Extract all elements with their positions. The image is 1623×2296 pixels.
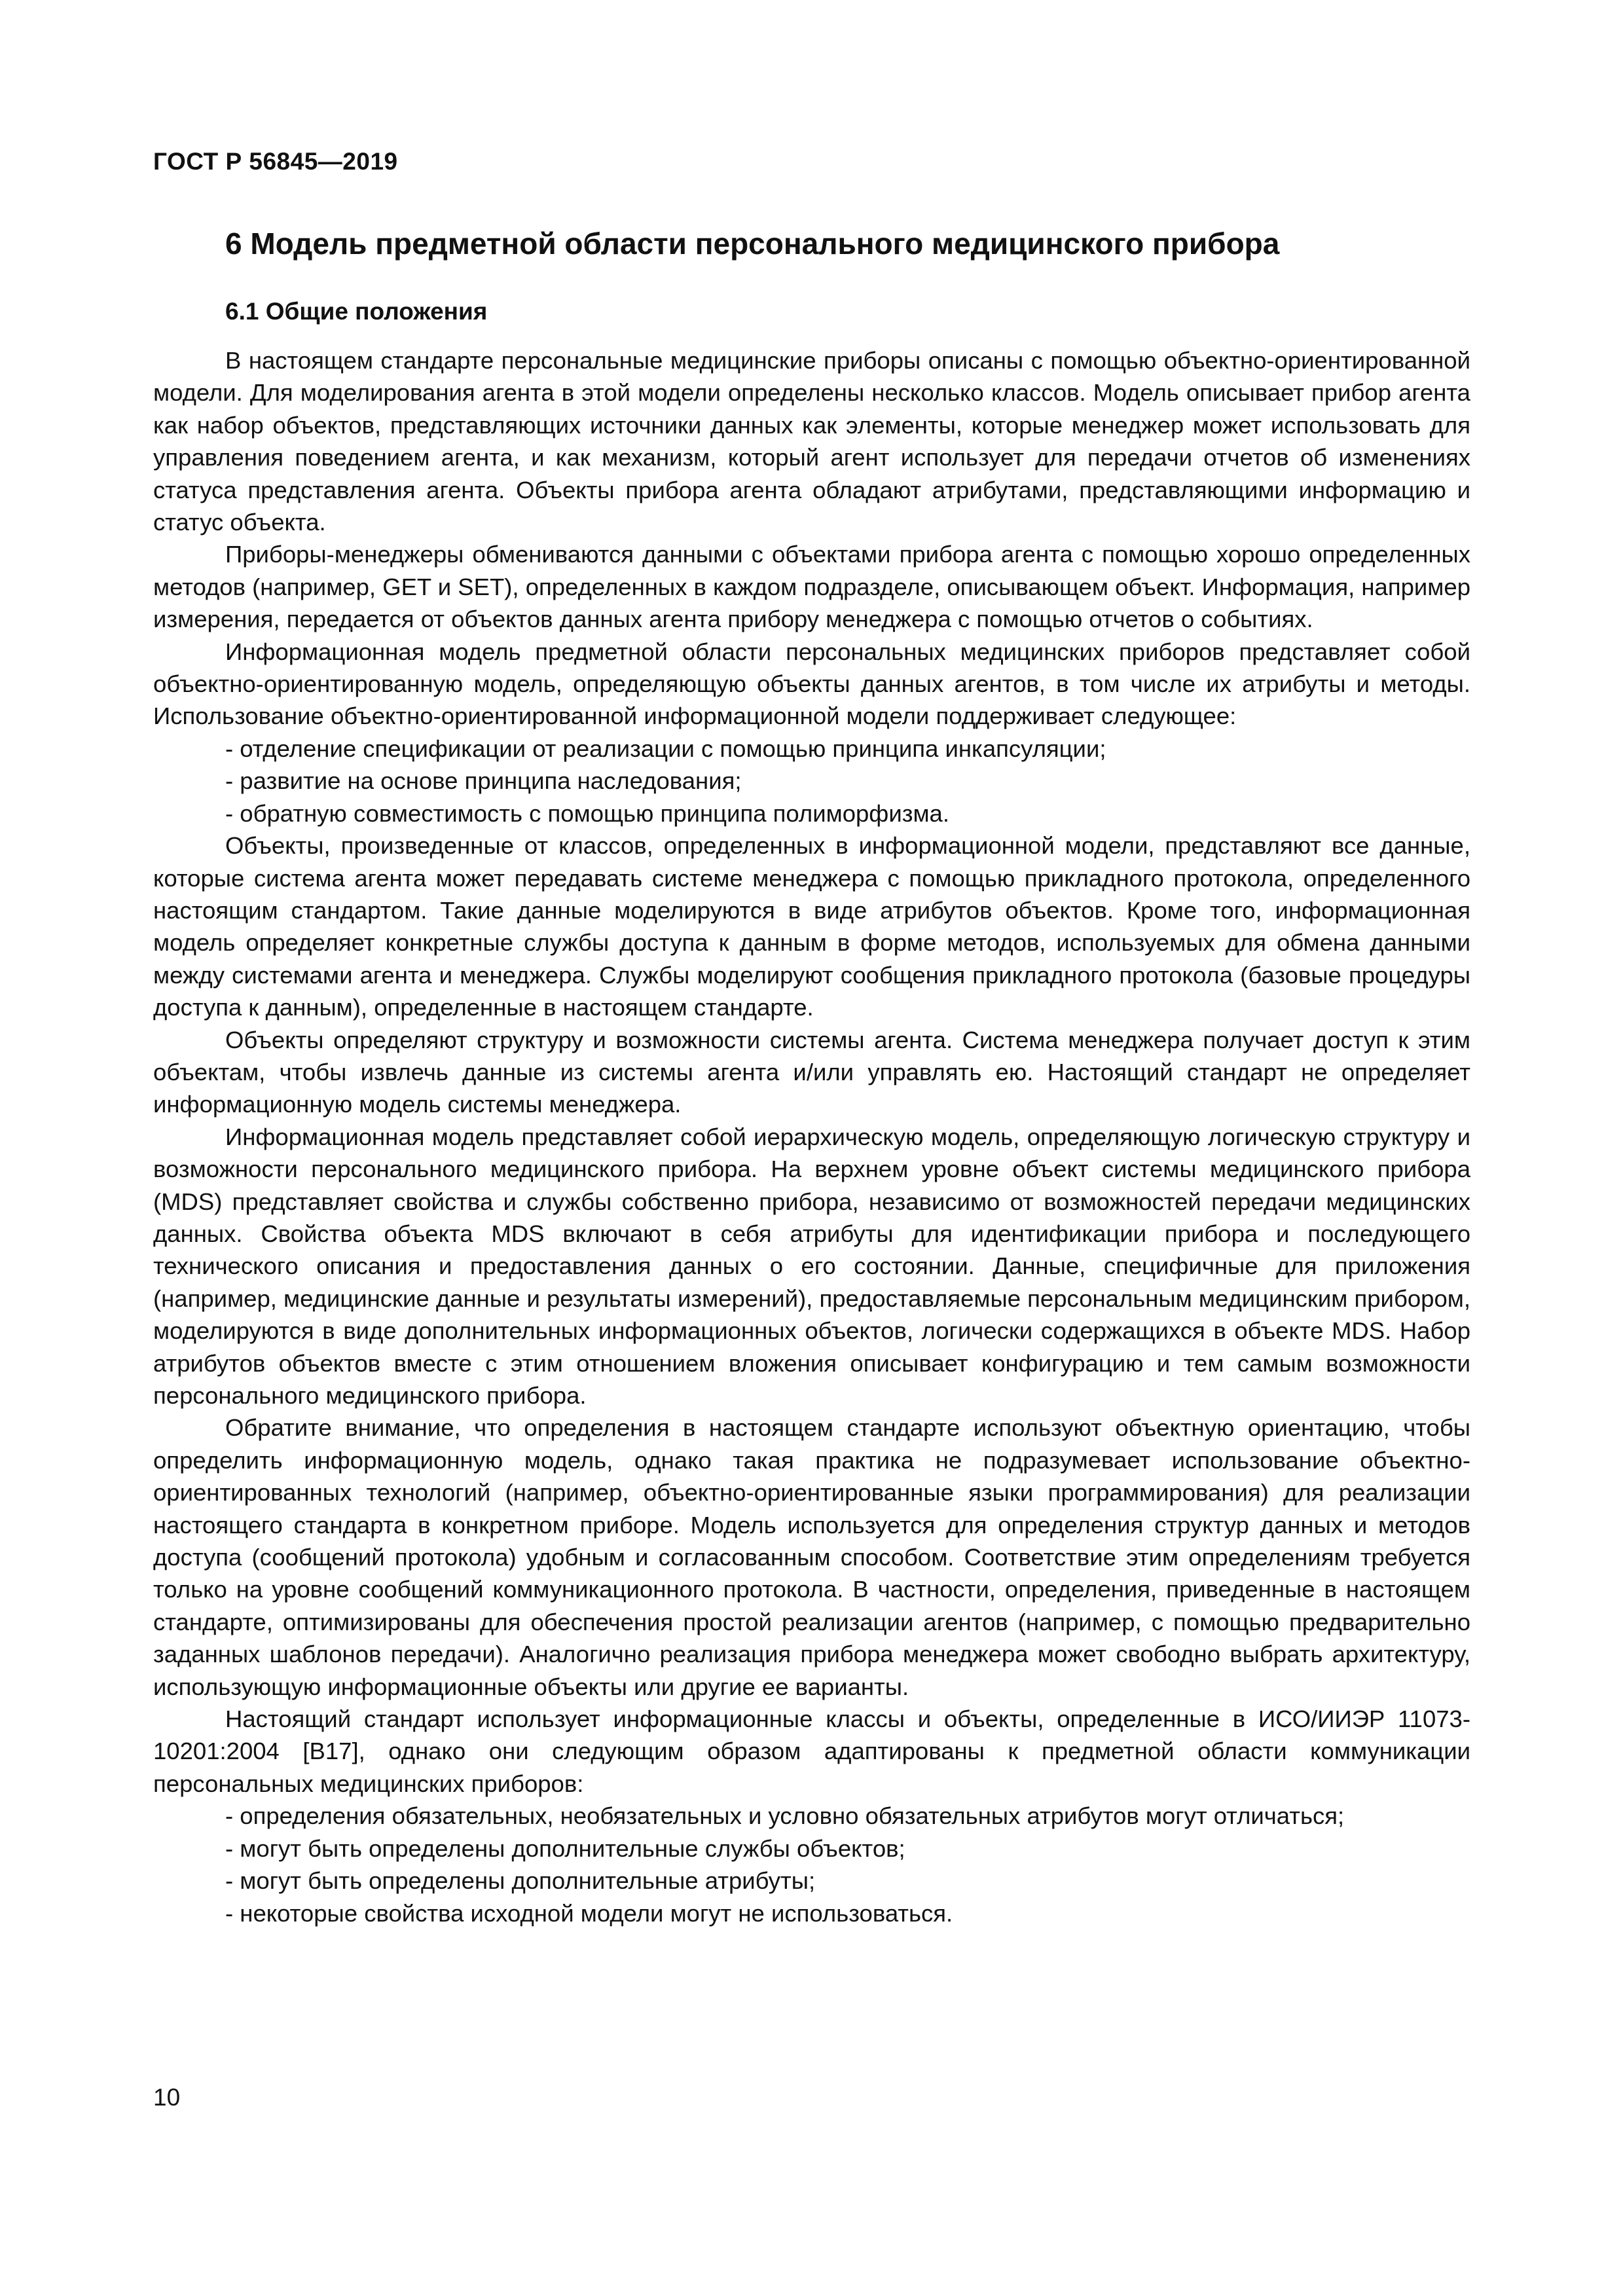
list-item: - определения обязательных, необязательных и условно обязательных атрибутов могут отличаться; [225,1802,1345,1830]
paragraph: Объекты определяют структуру и возможности системы агента. Система менеджера получает доступ к этим объектам, чтобы извлечь данные из системы агента и/или управлять ею. Настоящий стандарт не определяет информационную модель системы менеджера. [153,1026,1470,1118]
subsection-title: 6.1 Общие положения [225,298,488,325]
list-item: - некоторые свойства исходной модели могут не использоваться. [225,1899,953,1927]
section-title: 6 Модель предметной области персонального медицинского прибора [225,227,1280,261]
paragraph: В настоящем стандарте персональные медицинские приборы описаны с помощью объектно-ориентированной модели. Для моделирования агента в этой модели определены несколько классов. Модель описывает прибор агента как набор объектов, представляющих источники данных как элементы, которые менеджер может использовать для управления поведением агента, и как механизм, который агент использует для передачи отчетов об изменениях статуса представления агента. Объекты прибора агента обладают атрибутами, представляющими информацию и статус объекта. [153,347,1470,536]
list-item: - могут быть определены дополнительные атрибуты; [225,1867,816,1895]
paragraph: Информационная модель представляет собой иерархическую модель, определяющую логическую структуру и возможности персонального медицинского прибора. На верхнем уровне объект системы медицинского прибора (MDS) представляет свойства и службы собственно прибора, независимо от возможностей передачи медицинских данных. Свойства объекта MDS включают в себя атрибуты для идентификации прибора и последующего технического описания и предоставления данных о его состоянии. Данные, специфичные для приложения (например, медицинские данные и результаты измерений), предоставляемые персональным медицинским прибором, моделируются в виде дополнительных информационных объектов, логически содержащихся в объекте MDS. Набор атрибутов объектов вместе с этим отношением вложения описывает конфигурацию и тем самым возможности персонального медицинского прибора. [153,1123,1470,1409]
paragraph: Настоящий стандарт использует информационные классы и объекты, определенные в ИСО/ИИЭР 11073-10201:2004 [B17], однако они следующим образом адаптированы к предметной области коммуникации персональных медицинских приборов: [153,1705,1470,1797]
page-number: 10 [153,2084,181,2111]
paragraph: Приборы-менеджеры обмениваются данными с объектами прибора агента с помощью хорошо определенных методов (например, GET и SET), определенных в каждом подразделе, описывающем объект. Информация, например измерения, передается от объектов данных агента прибору менеджера с помощью отчетов о событиях. [153,541,1470,633]
list-item: - отделение спецификации от реализации с помощью принципа инкапсуляции; [225,735,1106,762]
paragraph: Объекты, произведенные от классов, определенных в информационной модели, представляют все данные, которые система агента может передавать системе менеджера с помощью прикладного протокола, определенного настоящим стандартом. Такие данные моделируются в виде атрибутов объектов. Кроме того, информационная модель определяет конкретные службы доступа к данным в форме методов, используемых для обмена данными между системами агента и менеджера. Службы моделируют сообщения прикладного протокола (базовые процедуры доступа к данным), определенные в настоящем стандарте. [153,832,1470,1021]
list-item: - обратную совместимость с помощью принципа полиморфизма. [225,799,949,827]
paragraph: Обратите внимание, что определения в настоящем стандарте используют объектную ориентацию, чтобы определить информационную модель, однако такая практика не подразумевает использование объектно-ориентированных технологий (например, объектно-ориентированные языки программирования) для реализации настоящего стандарта в конкретном приборе. Модель используется для определения структур данных и методов доступа (сообщений протокола) удобным и согласованным способом. Соответствие этим определениям требуется только на уровне сообщений коммуникационного протокола. В частности, определения, приведенные в настоящем стандарте, оптимизированы для обеспечения простой реализации агентов (например, с помощью предварительно заданных шаблонов передачи). Аналогично реализация прибора менеджера может свободно выбрать архитектуру, использующую информационные объекты или другие ее варианты. [153,1414,1470,1700]
list-item: - могут быть определены дополнительные службы объектов; [225,1834,905,1862]
paragraph: Информационная модель предметной области персональных медицинских приборов представляет собой объектно-ориентированную модель, определяющую объекты данных агентов, в том числе их атрибуты и методы. Использование объектно-ориентированной информационной модели поддерживает следующее: [153,638,1470,730]
list-item: - развитие на основе принципа наследования; [225,767,742,795]
body-text [153,344,1470,1929]
document-header: ГОСТ Р 56845—2019 [153,148,398,175]
